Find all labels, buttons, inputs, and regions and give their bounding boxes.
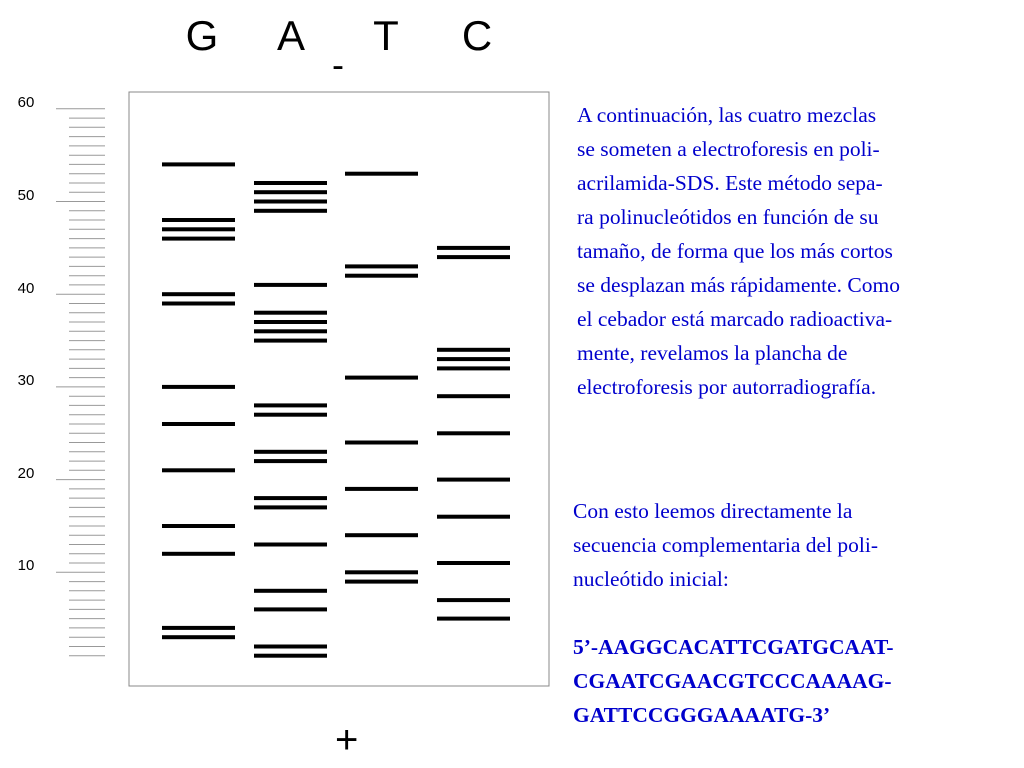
description-line: el cebador está marcado radioactiva- <box>577 307 893 331</box>
band-c-33 <box>437 357 510 361</box>
band-c-20 <box>437 478 510 482</box>
band-g-54 <box>162 162 235 166</box>
scale-label-60: 60 <box>17 94 35 111</box>
scale-label-10: 10 <box>17 557 35 574</box>
scale-label-30: 30 <box>17 372 35 389</box>
lane-label-t: T <box>373 12 399 59</box>
band-a-49 <box>254 209 327 213</box>
sequence-line: 5’-AAGGCACATTCGATGCAAT- <box>573 635 894 659</box>
band-c-25 <box>437 431 510 435</box>
anode-label: + <box>335 718 359 762</box>
band-g-48 <box>162 218 235 222</box>
band-c-32 <box>437 366 510 370</box>
band-t-9 <box>345 580 418 584</box>
gel-frame <box>129 92 549 686</box>
sequence-line: GATTCCGGGAAAATG-3’ <box>573 703 831 727</box>
description-line: electroforesis por autorradiografía. <box>577 375 877 399</box>
band-g-39 <box>162 302 235 306</box>
reading-paragraph <box>573 494 1013 596</box>
reading-line: secuencia complementaria del poli- <box>573 533 879 557</box>
band-c-29 <box>437 394 510 398</box>
band-a-6 <box>254 607 327 611</box>
description-line: A continuación, las cuatro mezclas <box>577 103 877 127</box>
band-c-45 <box>437 246 510 250</box>
band-c-11 <box>437 561 510 565</box>
band-a-51 <box>254 190 327 194</box>
dna-sequence <box>573 630 894 732</box>
lane-label-c: C <box>461 12 493 59</box>
band-c-5 <box>437 617 510 621</box>
band-g-3 <box>162 635 235 639</box>
band-g-47 <box>162 227 235 231</box>
scale-label-40: 40 <box>17 280 35 297</box>
sequence-line: CGAATCGAACGTCCCAAAAG- <box>573 669 892 693</box>
band-a-35 <box>254 339 327 343</box>
band-g-21 <box>162 468 235 472</box>
size-ruler <box>56 109 105 656</box>
band-a-38 <box>254 311 327 315</box>
band-g-4 <box>162 626 235 630</box>
band-a-13 <box>254 543 327 547</box>
band-a-18 <box>254 496 327 500</box>
band-a-52 <box>254 181 327 185</box>
band-c-7 <box>437 598 510 602</box>
scale-label-20: 20 <box>17 465 35 482</box>
band-t-24 <box>345 441 418 445</box>
band-a-1 <box>254 654 327 658</box>
gel-bands <box>162 162 510 657</box>
scale-label-50: 50 <box>17 187 35 204</box>
band-a-36 <box>254 329 327 333</box>
band-c-16 <box>437 515 510 519</box>
description-line: ra polinucleótidos en función de su <box>577 205 879 229</box>
band-g-40 <box>162 292 235 296</box>
band-t-43 <box>345 264 418 268</box>
lane-label-g: G <box>185 12 219 59</box>
band-c-44 <box>437 255 510 259</box>
lane-label-a: A <box>276 12 305 59</box>
band-a-37 <box>254 320 327 324</box>
band-a-22 <box>254 459 327 463</box>
reading-line: nucleótido inicial: <box>573 567 729 591</box>
band-g-26 <box>162 422 235 426</box>
band-t-53 <box>345 172 418 176</box>
band-a-23 <box>254 450 327 454</box>
band-t-14 <box>345 533 418 537</box>
band-t-31 <box>345 376 418 380</box>
band-g-30 <box>162 385 235 389</box>
band-g-46 <box>162 237 235 241</box>
description-line: acrilamida-SDS. Este método sepa- <box>577 171 883 195</box>
band-t-19 <box>345 487 418 491</box>
description-line: se desplazan más rápidamente. Como <box>577 273 900 297</box>
band-g-15 <box>162 524 235 528</box>
reading-line: Con esto leemos directamente la <box>573 499 853 523</box>
band-t-10 <box>345 570 418 574</box>
band-a-41 <box>254 283 327 287</box>
band-a-28 <box>254 403 327 407</box>
band-a-2 <box>254 645 327 649</box>
description-line: tamaño, de forma que los más cortos <box>577 239 893 263</box>
band-g-12 <box>162 552 235 556</box>
band-a-27 <box>254 413 327 417</box>
band-a-50 <box>254 200 327 204</box>
description-line: mente, revelamos la plancha de <box>577 341 848 365</box>
cathode-label: - <box>332 44 344 85</box>
band-a-17 <box>254 505 327 509</box>
band-t-42 <box>345 274 418 278</box>
description-line: se someten a electroforesis en poli- <box>577 137 880 161</box>
band-a-8 <box>254 589 327 593</box>
band-c-34 <box>437 348 510 352</box>
description-paragraph <box>577 98 1017 404</box>
